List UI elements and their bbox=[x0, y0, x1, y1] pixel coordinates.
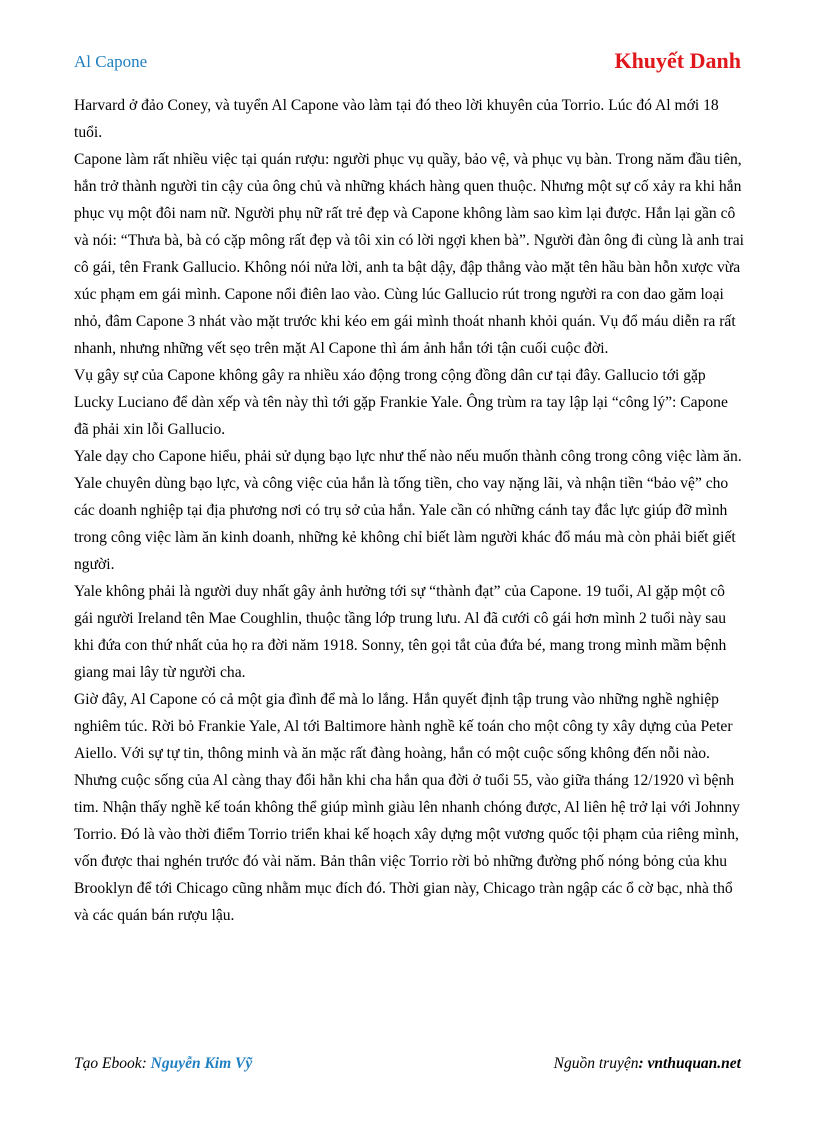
book-author: Khuyết Danh bbox=[614, 48, 741, 73]
paragraph: Giờ đây, Al Capone có cả một gia đình để mà lo lắng. Hắn quyết định tập trung vào những nghề nghiệp nghiêm túc. Rời bỏ Frankie Yale, Al tới Baltimore hành nghề kế toán cho một công ty xây dựng của Peter Aiello. Với sự tự tin, thông minh và ăn mặc rất đàng hoàng, hắn có một cuộc sống không đến nỗi nào. bbox=[74, 691, 733, 762]
paragraph: Yale dạy cho Capone hiểu, phải sử dụng bạo lực như thế nào nếu muốn thành công trong công việc làm ăn. Yale chuyên dùng bạo lực, và công việc của hắn là tống tiền, cho vay nặng lãi, và nhận tiền “bảo vệ” cho các doanh nghiệp tại địa phương nơi có trụ sở của hắn. Yale cần có những cánh tay đắc lực giúp đỡ mình trong công việc làm ăn kinh doanh, những kẻ không chỉ biết làm người khác đổ máu mà còn phải biết giết người. bbox=[74, 448, 742, 573]
ebook-author: Nguyễn Kim Vỹ bbox=[150, 1055, 253, 1072]
ebook-label: Tạo Ebook bbox=[74, 1055, 142, 1072]
paragraph: Harvard ở đảo Coney, và tuyển Al Capone vào làm tại đó theo lời khuyên của Torrio. Lúc đó Al mới 18 tuổi. bbox=[74, 97, 719, 141]
book-title: Al Capone bbox=[74, 52, 148, 71]
source-label: Nguồn truyện bbox=[553, 1055, 639, 1072]
paragraph: Yale không phải là người duy nhất gây ảnh hưởng tới sự “thành đạt” của Capone. 19 tuổi, Al gặp một cô gái người Ireland tên Mae Coughlin, thuộc tầng lớp trung lưu. Al đã cưới cô gái hơn mình 2 tuổi này sau khi đứa con thứ nhất của họ ra đời năm 1918. Sonny, tên gọi tắt của đứa bé, mang trong mình mầm bệnh giang mai lây từ người cha. bbox=[74, 583, 727, 681]
paragraph: Capone làm rất nhiều việc tại quán rượu: người phục vụ quầy, bảo vệ, và phục vụ bàn. Trong năm đầu tiên, hắn trở thành người tin cậy của ông chủ và những khách hàng quen thuộc. Nhưng một sự cố xảy ra khi hắn phục vụ một đôi nam nữ. Người phụ nữ rất trẻ đẹp và Capone không làm sao kìm lại được. Hắn lại gần cô và nói: “Thưa bà, bà có cặp mông rất đẹp và tôi xin có lời ngợi khen bà”. Người đàn ông đi cùng là anh trai cô gái, tên Frank Gallucio. Không nói nửa lời, anh ta bật dậy, đập thẳng vào mặt tên hầu bàn hỗn xược vừa xúc phạm em gái mình. Capone nổi điên lao vào. Cùng lúc Gallucio rút trong người ra con dao găm loại nhỏ, đâm Capone 3 nhát vào mặt trước khi kéo em gái mình thoát nhanh khỏi quán. Vụ đổ máu diễn ra rất nhanh, nhưng những vết sẹo trên mặt Al Capone thì ám ảnh hắn tới tận cuối cuộc đời. bbox=[74, 151, 744, 357]
paragraph: Nhưng cuộc sống của Al càng thay đổi hẳn khi cha hắn qua đời ở tuổi 55, vào giữa tháng 12/1920 vì bệnh tim. Nhận thấy nghề kế toán không thể giúp mình giàu lên nhanh chóng được, Al liên hệ trở lại với Johnny Torrio. Đó là vào thời điểm Torrio triển khai kế hoạch xây dựng một vương quốc tội phạm của riêng mình, vốn được thai nghén trước đó vài năm. Bản thân việc Torrio rời bỏ những đường phố nóng bỏng của khu Brooklyn để tới Chicago cũng nhằm mục đích đó. Thời gian này, Chicago tràn ngập các ổ cờ bạc, nhà thổ và các quán bán rượu lậu. bbox=[74, 772, 740, 924]
paragraph: Vụ gây sự của Capone không gây ra nhiều xáo động trong cộng đồng dân cư tại đây. Gallucio tới gặp Lucky Luciano để dàn xếp và tên này thì tới gặp Frankie Yale. Ông trùm ra tay lập lại “công lý”: Capone đã phải xin lỗi Gallucio. bbox=[74, 367, 728, 438]
ebook-credit: Tạo Ebook: Nguyễn Kim Vỹ bbox=[74, 1055, 253, 1072]
source-credit: Nguồn truyện: vnthuquan.net bbox=[553, 1055, 741, 1072]
source-site: vnthuquan.net bbox=[647, 1055, 741, 1072]
page-body bbox=[74, 92, 744, 929]
